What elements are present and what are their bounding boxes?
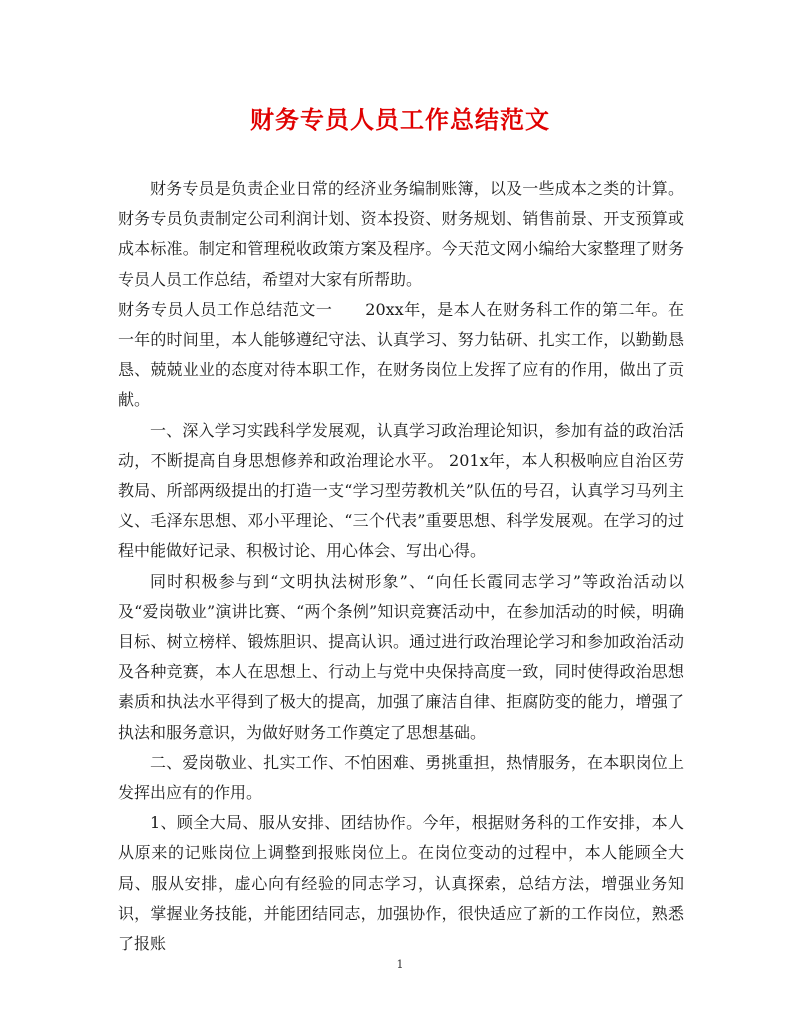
point-one-paragraph: 一、深入学习实践科学发展观，认真学习政治理论知识，参加有益的政治活动，不断提高自身思想修养和政治理论水平。 201x年，本人积极响应自治区劳教局、所部两级提出的打造一支“学习型劳教机关”队伍的号召，认真学习马列主义、毛泽东思想、邓小平理论、“三个代表”重要思想、科学发展观。在学习的过程中能做好记录、积极讨论、用心体会、写出心得。: [118, 420, 684, 561]
document-body: [118, 174, 684, 959]
document-title: 财务专员人员工作总结范文: [250, 105, 550, 134]
point-two-paragraph: 二、爱岗敬业、扎实工作、不怕困难、勇挑重担，热情服务，在本职岗位上发挥出应有的作用。: [118, 752, 684, 803]
section-one-paragraph: 财务专员人员工作总结范文一 20xx年，是本人在财务科工作的第二年。在一年的时间里，本人能够遵纪守法、认真学习、努力钻研、扎实工作，以勤勤恳恳、兢兢业业的态度对待本职工作，在财务岗位上发挥了应有的作用，做出了贡献。: [118, 299, 684, 410]
activities-paragraph: 同时积极参与到“文明执法树形象”、“向任长霞同志学习”等政治活动以及“爱岗敬业”演讲比赛、“两个条例”知识竞赛活动中，在参加活动的时候，明确目标、树立榜样、锻炼胆识、提高认识。通过进行政治理论学习和参加政治活动及各种竞赛，本人在思想上、行动上与党中央保持高度一致，同时使得政治思想素质和执法水平得到了极大的提高，加强了廉洁自律、拒腐防变的能力，增强了执法和服务意识，为做好财务工作奠定了思想基础。: [118, 571, 684, 742]
page-number: 1: [396, 958, 404, 971]
intro-paragraph: 财务专员是负责企业日常的经济业务编制账簿，以及一些成本之类的计算。财务专员负责制定公司利润计划、资本投资、财务规划、销售前景、开支预算或成本标准。制定和管理税收政策方案及程序。今天范文网小编给大家整理了财务专员人员工作总结，希望对大家有所帮助。: [118, 179, 684, 289]
subpoint-one-paragraph: 1、顾全大局、服从安排、团结协作。今年，根据财务科的工作安排，本人从原来的记账岗位上调整到报账岗位上。在岗位变动的过程中，本人能顾全大局、服从安排，虚心向有经验的同志学习，认真探索，总结方法，增强业务知识，掌握业务技能，并能团结同志，加强协作，很快适应了新的工作岗位，熟悉了报账: [118, 813, 684, 954]
